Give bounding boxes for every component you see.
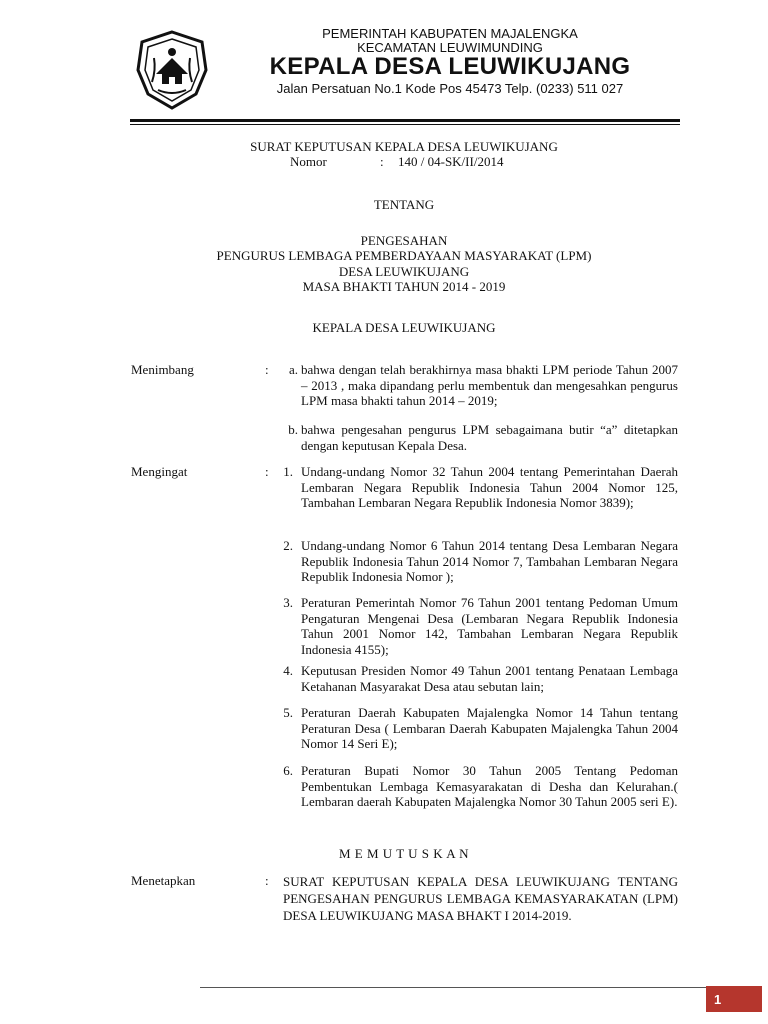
mengingat-label: Mengingat [131, 464, 188, 479]
decree-number-row [290, 154, 503, 170]
letterhead-address: Jalan Persatuan No.1 Kode Pos 45473 Telp. (0233) 511 027 [276, 81, 624, 96]
decree-heading: SURAT KEPUTUSAN KEPALA DESA LEUWIKUJANG [250, 139, 558, 154]
letterhead-title: KEPALA DESA LEUWIKUJANG [269, 53, 631, 80]
mengingat-item-text: Peraturan Bupati Nomor 30 Tahun 2005 Tentang Pedoman Pembentukan Lembaga Kemasyarakatan di Desha dan Kelurahan.( Lembaran daerah Kabupaten Majalengka Nomor 30 Tahun 2005 seri E). [301, 763, 678, 809]
mengingat-item-marker: 3. [283, 595, 293, 610]
menimbang-label: Menimbang [131, 362, 194, 377]
decree-tentang: TENTANG [373, 197, 435, 212]
decree-number-colon: : [380, 154, 384, 169]
decree-subject-line: MASA BHAKTI TAHUN 2014 - 2019 [302, 279, 506, 294]
menetapkan-colon: : [265, 873, 269, 888]
letterhead-divider-thin [130, 124, 680, 125]
menimbang-item-text: bahwa dengan telah berakhirnya masa bhakti LPM periode Tahun 2007 – 2013 , maka dipandang perlu membentuk dan mengesahkan pengurus LPM masa bhakti tahun 2014 – 2019; [301, 362, 678, 408]
mengingat-item-marker: 2. [283, 538, 293, 553]
menimbang-item-marker: a. [288, 362, 298, 377]
mengingat-item-text: Keputusan Presiden Nomor 49 Tahun 2001 tentang Penataan Lembaga Ketahanan Masyarakat Desa atau sebutan lain; [301, 663, 678, 694]
mengingat-item-text: Undang-undang Nomor 6 Tahun 2014 tentang Desa Lembaran Negara Republik Indonesia Tahun 2014 Nomor 7, Tambahan Lembaran Negara Republik Indonesia Nomor ); [301, 538, 678, 584]
footer-divider [200, 987, 706, 988]
decree-subject-line: DESA LEUWIKUJANG [338, 264, 470, 279]
page-number-badge: 1 [706, 986, 762, 1012]
mengingat-colon: : [265, 464, 269, 479]
mengingat-item-text: Peraturan Pemerintah Nomor 76 Tahun 2001 tentang Pedoman Umum Pengaturan Mengenai Desa (Lembaran Negara Republik Indonesia Tahun 2001 Nomor 142, Tambahan Lembaran Negara Republik Indonesia 4155); [301, 595, 678, 657]
menimbang-item-marker: b. [288, 422, 298, 437]
letterhead-government: PEMERINTAH KABUPATEN MAJALENGKA [322, 26, 578, 41]
menetapkan-text: SURAT KEPUTUSAN KEPALA DESA LEUWIKUJANG TENTANG PENGESAHAN PENGURUS LEMBAGA KEMASYARAKATAN (LPM) DESA LEUWIKUJANG MASA BHAKT I 2014-2019. [283, 874, 678, 923]
letterhead-divider-thick [130, 119, 680, 122]
decree-issuer: KEPALA DESA LEUWIKUJANG [312, 320, 496, 335]
mengingat-item-text: Undang-undang Nomor 32 Tahun 2004 tentang Pemerintahan Daerah Lembaran Negara Republik Indonesia Tahun 2004 Nomor 125, Tambahan Lembaran Negara Republik Indonesia Nomor 3839); [301, 464, 678, 510]
decree-number-label: Nomor [290, 154, 327, 169]
mengingat-item-marker: 4. [283, 663, 293, 678]
menimbang-colon: : [265, 362, 269, 377]
menimbang-item-text: bahwa pengesahan pengurus LPM sebagaimana butir “a” ditetapkan dengan keputusan Kepala Desa. [301, 422, 678, 453]
mengingat-item-marker: 6. [283, 763, 293, 778]
mengingat-item-text: Peraturan Daerah Kabupaten Majalengka Nomor 14 Tahun tentang Peraturan Desa ( Lembaran Daerah Kabupaten Majalengka Tahun 2004 Nomor 14 Seri E); [301, 705, 678, 751]
decree-subject-line: PENGESAHAN [360, 233, 448, 248]
menetapkan-label: Menetapkan [131, 873, 196, 888]
decree-subject-line: PENGURUS LEMBAGA PEMBERDAYAAN MASYARAKAT (LPM) [216, 248, 592, 263]
letterhead-district: KECAMATAN LEUWIMUNDING [357, 40, 543, 55]
mengingat-item-marker: 5. [283, 705, 293, 720]
decree-number-value: 140 / 04-SK/II/2014 [398, 154, 504, 169]
majalengka-emblem-icon [136, 30, 208, 110]
mengingat-item-marker: 1. [283, 464, 293, 479]
memutuskan-heading: M E M U T U S K A N [338, 846, 470, 861]
